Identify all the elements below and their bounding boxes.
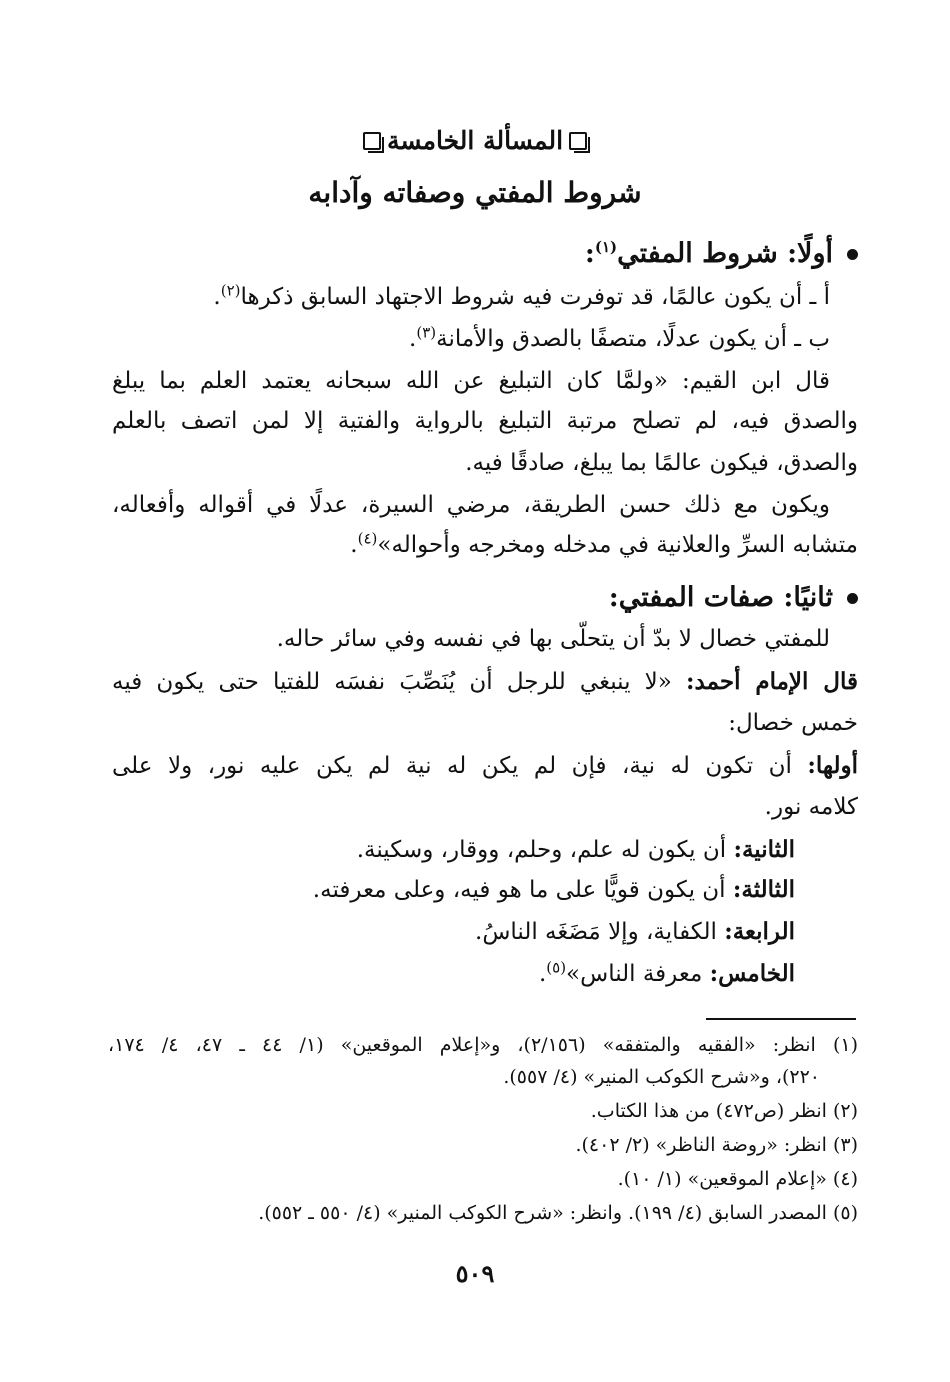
footnote-separator	[706, 1018, 856, 1020]
paragraph-line: ويكون مع ذلك حسن الطريقة، مرضي السيرة، عدلًا في أقواله وأفعاله،	[112, 492, 830, 518]
quality-text: معرفة الناس»	[566, 961, 710, 987]
section-heading-conditions	[585, 238, 858, 270]
bullet-icon	[847, 249, 858, 260]
paragraph-line: خمس خصال:	[728, 710, 858, 736]
footnote-4: (٤) «إعلام الموقعين» (١/ ١٠).	[617, 1168, 858, 1190]
period: .	[409, 326, 417, 352]
period: .	[350, 532, 358, 558]
footnote-5: (٥) المصدر السابق (٤/ ١٩٩). وانظر: «شرح الكوكب المنير» (٤/ ٥٥٠ ـ ٥٥٢).	[258, 1202, 858, 1224]
footnote-ref: (٤)	[357, 529, 378, 548]
quality-item	[357, 836, 795, 865]
paragraph-text: متشابه السرِّ والعلانية في مدخله ومخرجه وأحواله»	[377, 532, 858, 558]
footnote-1: (١) انظر: «الفقيه والمتفقه» (٢/١٥٦)، و«إعلام الموقعين» (١/ ٤٤ ـ ٤٧، ٤/ ١٧٤،	[108, 1034, 859, 1056]
condition-b-text: ب ـ أن يكون عدلًا، متصفًا بالصدق والأمانة	[436, 326, 830, 352]
footnote-ref: (١)	[594, 238, 618, 256]
paragraph-line	[112, 668, 858, 697]
page-title: شروط المفتي وصفاته وآدابه	[308, 176, 642, 209]
footnote-1-cont: ٢٢٠)، و«شرح الكوكب المنير» (٤/ ٥٥٧).	[503, 1066, 820, 1088]
quality-item	[539, 960, 795, 989]
section-heading-text: أولًا: شروط المفتي	[617, 238, 833, 269]
bold-label: الثالثة:	[732, 876, 795, 903]
quality-text: الكفاية، وإلا مَضَغَه الناسُ.	[475, 919, 725, 945]
footnote-ref: (٣)	[416, 323, 437, 342]
square-icon	[363, 132, 381, 150]
paragraph-line: قال ابن القيم: «ولمَّا كان التبليغ عن الله سبحانه يعتمد العلم بما يبلغ	[112, 368, 830, 394]
quality-item	[313, 876, 795, 905]
issue-heading-text: المسألة الخامسة	[386, 126, 564, 155]
bold-label: الخامس:	[709, 960, 795, 987]
colon: :	[584, 238, 595, 269]
paragraph-line	[112, 752, 858, 781]
period: .	[538, 961, 547, 987]
condition-a	[213, 281, 830, 312]
footnote-ref: (٥)	[546, 958, 567, 977]
footnote-3: (٣) انظر: «روضة الناظر» (٢/ ٤٠٢).	[575, 1134, 858, 1156]
footnote-2: (٢) انظر (ص٤٧٢) من هذا الكتاب.	[590, 1100, 858, 1122]
section-heading-qualities	[609, 582, 858, 614]
condition-b	[409, 323, 830, 354]
bold-label: الرابعة:	[724, 918, 795, 945]
paragraph-line: والصدق، فيكون عالمًا بما يبلغ، صادقًا فيه.	[465, 450, 858, 476]
paragraph-text: أن تكون له نية، فإن لم يكن له نية لم يكن عليه نور، ولا على	[112, 753, 808, 779]
paragraph-line: للمفتي خصال لا بدّ أن يتحلّى بها في نفسه وفي سائر حاله.	[276, 626, 830, 652]
paragraph-line: كلامه نور.	[764, 794, 858, 820]
quality-item	[475, 918, 795, 947]
paragraph-line: والصدق فيه، لم تصلح مرتبة التبليغ بالرواية والفتية إلا لمن اتصف بالعلم	[112, 408, 858, 434]
page-number: ٥٠٩	[455, 1259, 495, 1288]
period: .	[213, 284, 221, 310]
bold-label: أولها:	[807, 752, 858, 779]
footnote-ref: (٢)	[220, 281, 241, 300]
bold-label: الثانية:	[733, 836, 795, 863]
bold-label: قال الإمام أحمد:	[686, 668, 858, 695]
section-heading-text: ثانيًا: صفات المفتي:	[608, 582, 833, 613]
quality-text: أن يكون له علم، وحلم، ووقار، وسكينة.	[356, 837, 734, 863]
bullet-icon	[847, 593, 858, 604]
paragraph-line	[350, 529, 858, 560]
square-icon	[569, 132, 587, 150]
paragraph-text: «لا ينبغي للرجل أن يُنَصِّبَ نفسَه للفتيا حتى يكون فيه	[112, 669, 687, 695]
quality-text: أن يكون قويًّا على ما هو فيه، وعلى معرفته.	[312, 877, 733, 903]
issue-heading	[0, 126, 950, 156]
condition-a-text: أ ـ أن يكون عالمًا، قد توفرت فيه شروط الاجتهاد السابق ذكرها	[240, 284, 830, 310]
